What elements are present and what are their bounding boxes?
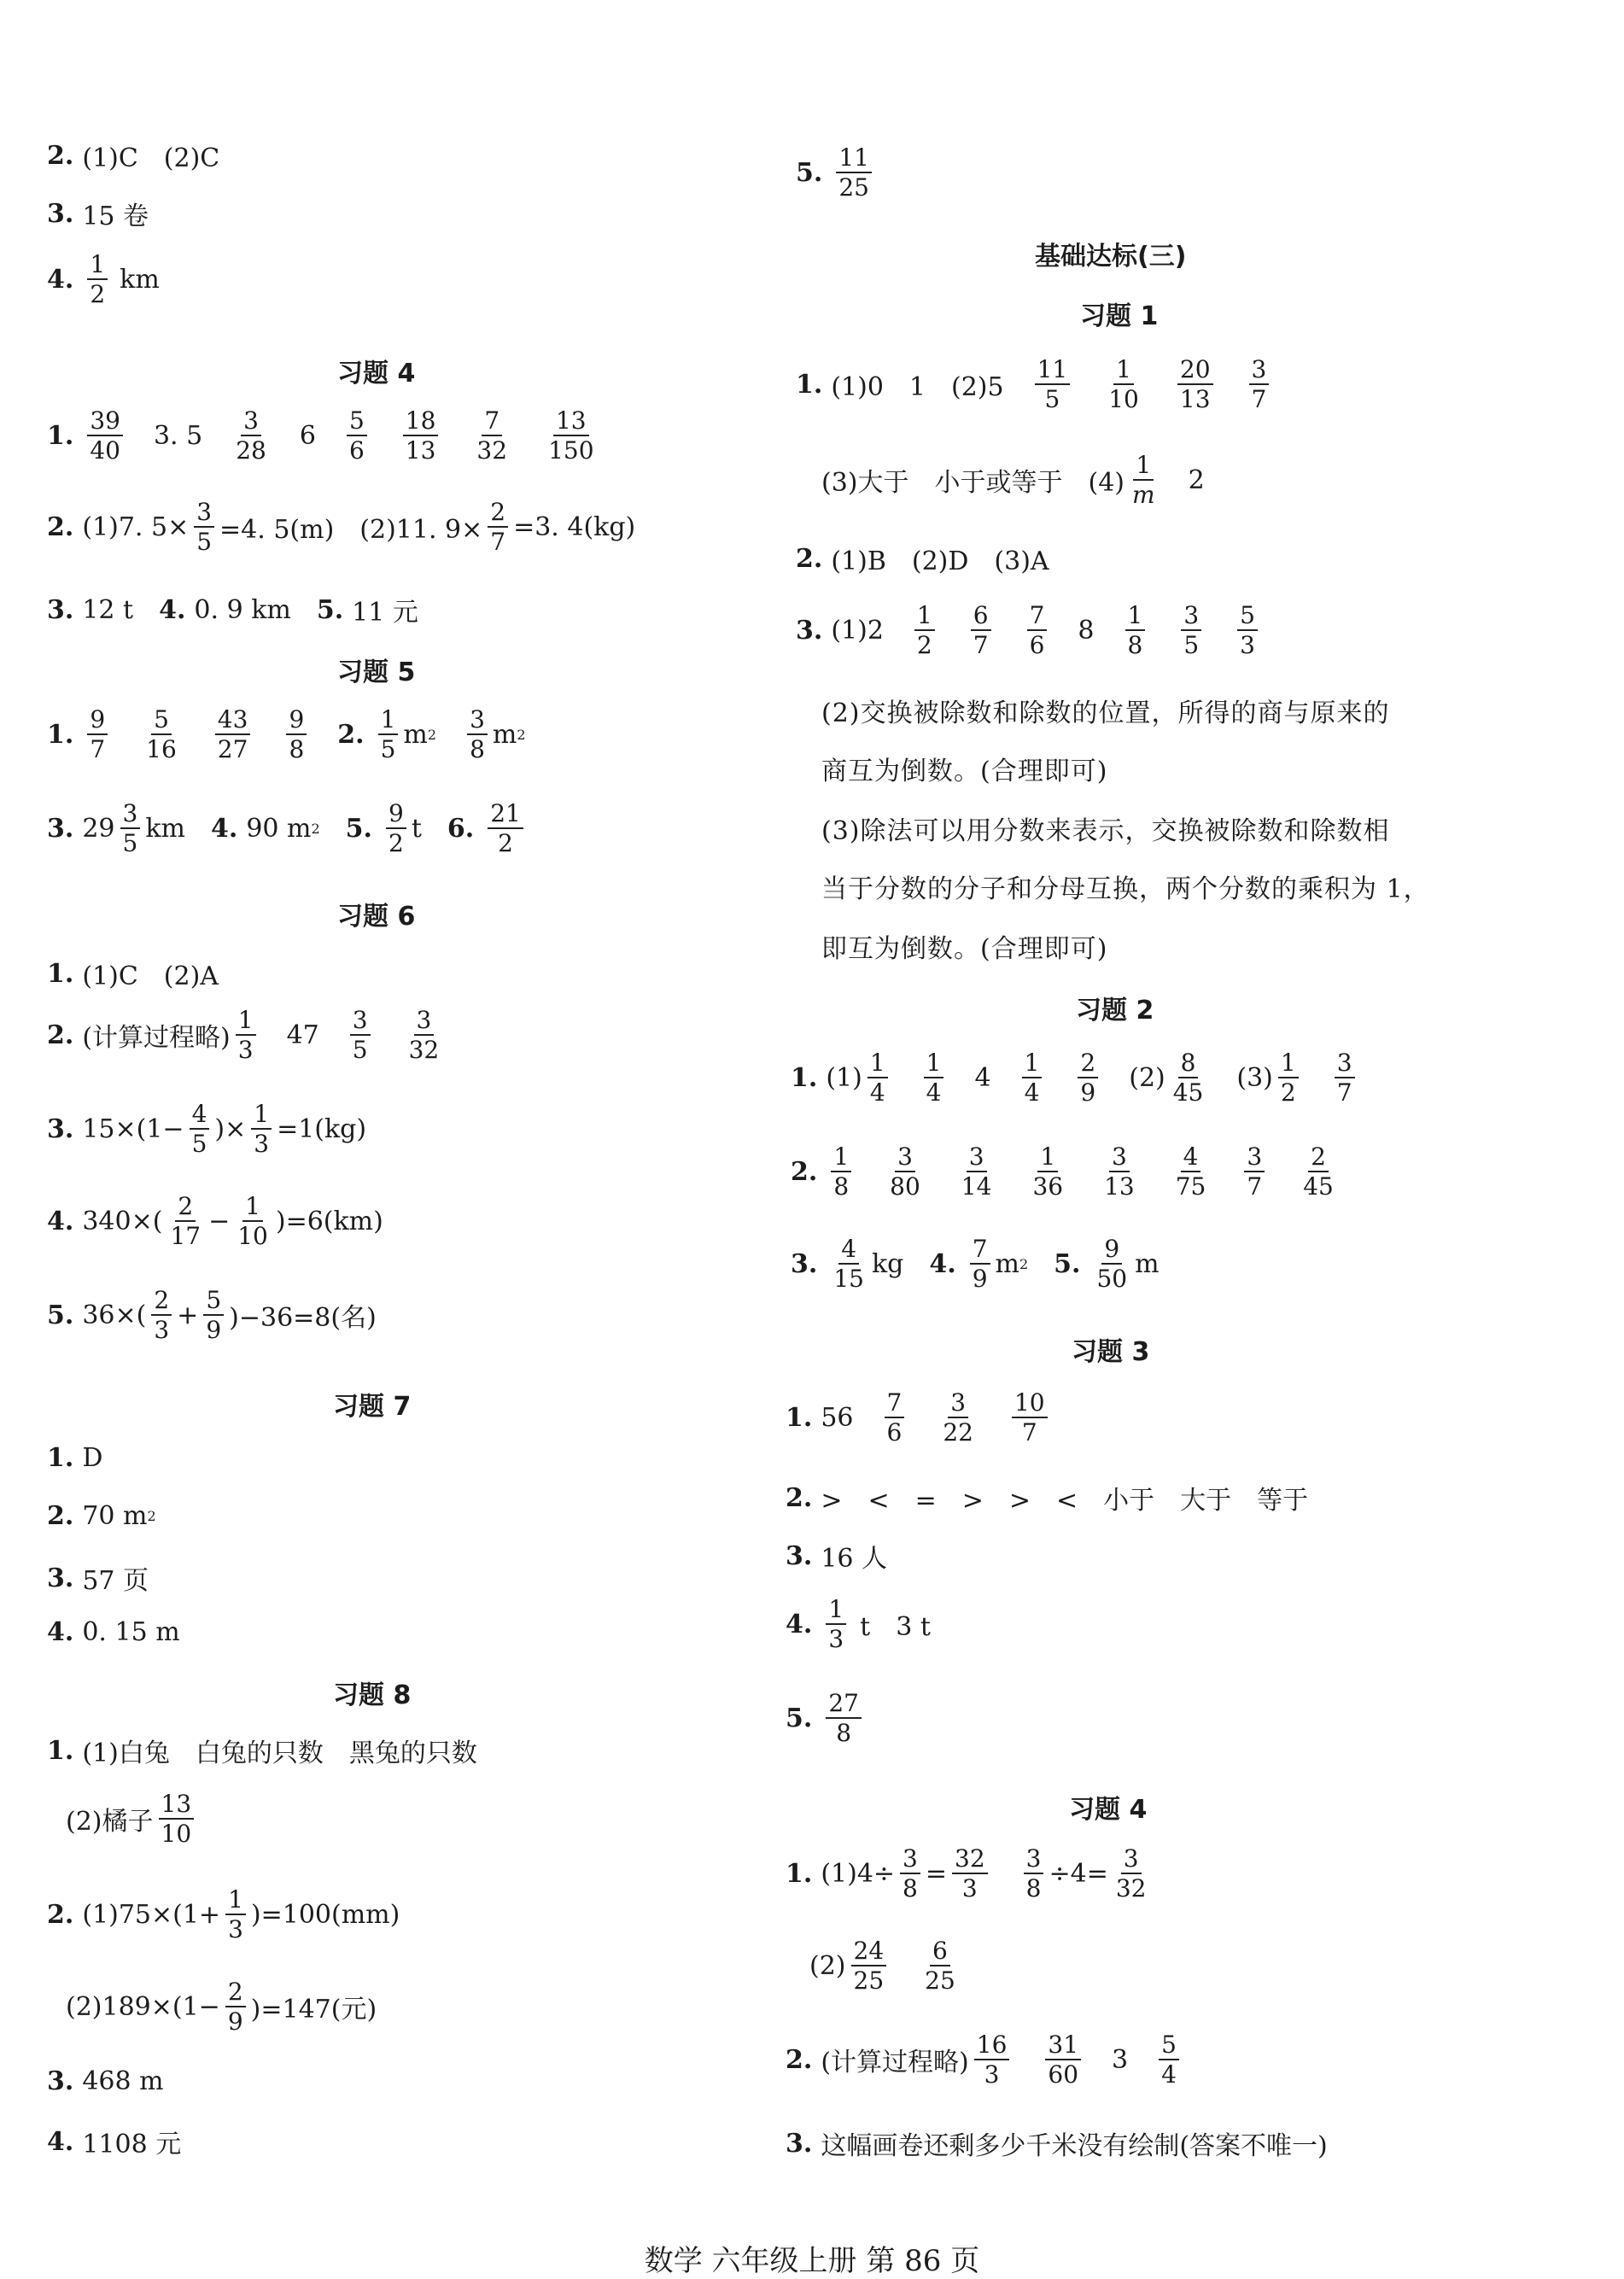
answer-line: 2. > < = > > < 小于 大于 等于 xyxy=(786,1482,1309,1516)
section-heading: 习题 2 xyxy=(1076,996,1154,1026)
answer-line: (2)橘子 $\frac{13}{10}$ xyxy=(66,1791,199,1847)
fraction: $\frac{3}{8}$ xyxy=(1024,1846,1044,1902)
fraction: $\frac{1}{36}$ xyxy=(1032,1142,1064,1201)
fraction: $\frac{3}{14}$ xyxy=(961,1142,992,1201)
fraction: $\frac{5}{6}$ xyxy=(347,408,367,464)
fraction: $\frac{7}{6}$ xyxy=(885,1390,905,1446)
fraction: $\frac{8}{45}$ xyxy=(1172,1049,1204,1107)
fraction: $\frac{6}{25}$ xyxy=(925,1937,955,1996)
answer-line: 1. (1) $\frac{1}{4}$ $\frac{1}{4}$ 4 $\frac{1}{4}$ $\frac{2}{9}$ (2) $\frac{8}{45}$ (3) $\frac{1}{2}$ $\frac{3}{7}$ xyxy=(791,1050,1360,1106)
fraction: $\frac{2}{17}$ xyxy=(170,1192,202,1251)
fraction: $\frac{5}{16}$ xyxy=(146,705,177,764)
fraction: $\frac{3}{7}$ xyxy=(1244,1144,1265,1200)
fraction: $\frac{20}{13}$ xyxy=(1177,357,1213,412)
fraction: $\frac{1}{3}$ xyxy=(225,1887,246,1943)
fraction: $\frac{24}{25}$ xyxy=(851,1938,887,1994)
answer-line: 1. $\frac{9}{7}$ $\frac{5}{16}$ $\frac{43}{27}$ $\frac{9}{8}$ 2. $\frac{1}{5}$ m 2 $\frac{3}{8}$ m 2 xyxy=(47,705,526,764)
fraction: $\frac{7}{6}$ xyxy=(1027,603,1048,658)
fraction: $\frac{3}{80}$ xyxy=(890,1142,920,1201)
answer-line: 3. 15×(1− $\frac{4}{5}$ )× $\frac{1}{3}$ =1(kg) xyxy=(47,1100,367,1159)
answer-line: 2. (计算过程略) $\frac{16}{3}$ $\frac{31}{60}$ 3 $\frac{5}{4}$ xyxy=(786,2032,1184,2088)
fraction: $\frac{3}{8}$ xyxy=(467,707,488,763)
fraction: $\frac{27}{8}$ xyxy=(826,1691,862,1746)
fraction: $\frac{13}{150}$ xyxy=(548,406,594,465)
fraction: $\frac{9}{50}$ xyxy=(1096,1235,1128,1294)
fraction: $\frac{3}{5}$ xyxy=(1181,603,1201,658)
answer-line: 4. $\frac{1}{3}$ t 3 t xyxy=(786,1595,931,1654)
answer-line: 3. 57 页 xyxy=(47,1563,149,1596)
section-heading: 习题 5 xyxy=(337,657,416,687)
fraction: $\frac{32}{3}$ xyxy=(952,1846,988,1902)
section-title: 基础达标(三) xyxy=(1035,242,1187,272)
fraction: $\frac{9}{7}$ xyxy=(87,707,108,763)
answer-text: (3)除法可以用分数来表示，交换被除数和除数相 xyxy=(821,816,1390,846)
fraction: $\frac{31}{60}$ xyxy=(1045,2032,1081,2088)
answer-line: 1. (1)白兔 白兔的只数 黑兔的只数 xyxy=(47,1735,477,1768)
answer-line: 3. 29 $\frac{3}{5}$ km 4. 90 m 2 5. $\frac{9}{2}$ t 6. $\frac{21}{2}$ xyxy=(47,801,529,856)
answer-line: 3. 468 m xyxy=(47,2066,164,2096)
fraction: $\frac{2}{9}$ xyxy=(1078,1050,1098,1106)
fraction: $\frac{7}{32}$ xyxy=(476,406,508,465)
fraction: $\frac{43}{27}$ xyxy=(215,707,251,763)
answer-line: 1. $\frac{39}{40}$ 3. 5 $\frac{3}{28}$ 6 $\frac{5}{6}$ $\frac{18}{13}$ $\frac{7}{32}$ $\frac{13}{150}$ xyxy=(47,408,602,464)
answer-line: 3. 15 卷 xyxy=(47,198,149,231)
fraction: $\frac{3}{22}$ xyxy=(943,1388,973,1447)
section-heading: 习题 4 xyxy=(337,359,416,389)
answer-line: 2. (计算过程略) $\frac{1}{3}$ 47 $\frac{3}{5}$ $\frac{3}{32}$ xyxy=(47,1008,447,1063)
fraction: $\frac{1}{3}$ xyxy=(251,1102,272,1157)
fraction: $\frac{1}{3}$ xyxy=(236,1008,256,1063)
fraction: $\frac{5}{3}$ xyxy=(1237,603,1258,658)
answer-line: 4. 340×( $\frac{2}{17}$ − $\frac{1}{10}$ )=6(km) xyxy=(47,1192,383,1251)
section-heading: 习题 8 xyxy=(333,1680,412,1710)
fraction: $\frac{3}{13}$ xyxy=(1104,1142,1135,1201)
answer-text: 即互为倒数。(合理即可) xyxy=(821,934,1108,964)
fraction: $\frac{1}{4}$ xyxy=(1022,1050,1043,1106)
fraction: $\frac{4}{75}$ xyxy=(1175,1142,1206,1201)
answer-line: 4. 0. 15 m xyxy=(47,1617,180,1647)
fraction: $\frac{2}{3}$ xyxy=(151,1288,172,1343)
fraction: $\frac{1}{4}$ xyxy=(867,1050,888,1106)
answer-line: 1. 56 $\frac{7}{6}$ $\frac{3}{22}$ $\frac{10}{7}$ xyxy=(786,1390,1053,1446)
fraction: $\frac{2}{7}$ xyxy=(488,500,508,555)
answer-line: 1. D xyxy=(47,1443,103,1473)
section-heading: 习题 4 xyxy=(1069,1795,1148,1825)
fraction: $\frac{16}{3}$ xyxy=(974,2032,1010,2088)
fraction: $\frac{13}{10}$ xyxy=(159,1791,195,1847)
fraction: $\frac{5}{4}$ xyxy=(1159,2032,1179,2088)
fraction: $\frac{1}{2}$ xyxy=(1278,1050,1299,1106)
answer-line: 5. 36×( $\frac{2}{3}$ + $\frac{5}{9}$ )−36=8(名) xyxy=(47,1286,377,1345)
answer-text: (2)交换被除数和除数的位置，所得的商与原来的 xyxy=(821,698,1390,728)
fraction: $\frac{1}{2}$ xyxy=(914,603,935,658)
fraction: $\frac{3}{7}$ xyxy=(1335,1050,1355,1106)
answer-line: 1. (1)4÷ $\frac{3}{8}$ = $\frac{32}{3}$ $\frac{3}{8}$ ÷4= $\frac{3}{32}$ xyxy=(786,1846,1154,1902)
answer-line: 2. (1)75×(1+ $\frac{1}{3}$ )=100(mm) xyxy=(47,1885,400,1944)
fraction: $\frac{11}{25}$ xyxy=(836,145,872,201)
answer-text: 当于分数的分子和分母互换，两个分数的乘积为 1， xyxy=(821,874,1430,904)
fraction: $\frac{3}{5}$ xyxy=(194,500,214,555)
answer-line: 2. $\frac{1}{8}$ $\frac{3}{80}$ $\frac{3}{14}$ $\frac{1}{36}$ $\frac{3}{13}$ $\frac{4}{75}$ $\frac{3}{7}$ $\frac{2}{45}$ xyxy=(791,1144,1341,1200)
answer-line: 1. (1)C (2)A xyxy=(47,958,219,991)
answer-line: 2. (1)7. 5× $\frac{3}{5}$ =4. 5(m) (2)11. 9× $\frac{2}{7}$ =3. 4(kg) xyxy=(47,498,636,557)
fraction: $\frac{3}{5}$ xyxy=(120,801,141,856)
fraction: $\frac{1}{10}$ xyxy=(1108,355,1139,414)
answer-line: 1. (1)0 1 (2)5 $\frac{11}{5}$ $\frac{1}{10}$ $\frac{20}{13}$ $\frac{3}{7}$ xyxy=(796,357,1274,412)
section-heading: 习题 7 xyxy=(333,1392,412,1422)
fraction: $\frac{1}{8}$ xyxy=(831,1144,851,1200)
fraction: $\frac{3}{32}$ xyxy=(408,1006,440,1065)
fraction: $\frac{3}{28}$ xyxy=(236,406,266,465)
fraction: $\frac{3}{32}$ xyxy=(1115,1844,1147,1903)
fraction: $\frac{5}{9}$ xyxy=(203,1288,224,1343)
section-heading: 习题 1 xyxy=(1080,301,1159,331)
fraction: $\frac{9}{2}$ xyxy=(386,801,406,856)
fraction: $\frac{1}{3}$ xyxy=(826,1597,846,1652)
answer-line: 2. 70 m 2 xyxy=(47,1501,156,1531)
section-heading: 习题 6 xyxy=(337,902,416,932)
answer-line: 2. (1)B (2)D (3)A xyxy=(796,543,1049,576)
answer-line: 3. 这幅画卷还剩多少千米没有绘制(答案不唯一) xyxy=(786,2128,1328,2161)
fraction: $\frac{3}{8}$ xyxy=(900,1846,920,1902)
fraction: $\frac{3}{7}$ xyxy=(1249,357,1270,412)
answer-line: 3. (1)2 $\frac{1}{2}$ $\frac{6}{7}$ $\frac{7}{6}$ 8 $\frac{1}{8}$ $\frac{3}{5}$ $\frac{5}{3}$ xyxy=(796,603,1263,658)
answer-line: 3. 16 人 xyxy=(786,1540,888,1574)
fraction: $\frac{10}{7}$ xyxy=(1012,1390,1048,1446)
section-heading: 习题 3 xyxy=(1072,1337,1150,1367)
fraction: $\frac{21}{2}$ xyxy=(488,801,523,856)
answer-line: 2. (1)C (2)C xyxy=(47,140,220,173)
answer-line: 4. $\frac{1}{2}$ km xyxy=(47,250,160,309)
fraction: $\frac{1}{m}$ xyxy=(1132,451,1155,510)
answer-line: 4. 1108 元 xyxy=(47,2126,182,2159)
answer-line: 5. $\frac{27}{8}$ xyxy=(786,1691,867,1746)
answer-line: 3. 12 t 4. 0. 9 km 5. 11 元 xyxy=(47,594,418,628)
fraction: $\frac{2}{9}$ xyxy=(225,1979,246,2035)
page-footer: 数学 六年级上册 第 86 页 xyxy=(644,2244,980,2278)
answer-line: 5. $\frac{11}{25}$ xyxy=(796,145,877,201)
fraction: $\frac{11}{5}$ xyxy=(1035,357,1071,412)
fraction: $\frac{6}{7}$ xyxy=(971,603,991,658)
fraction: $\frac{18}{13}$ xyxy=(403,408,439,464)
fraction: $\frac{2}{45}$ xyxy=(1303,1142,1334,1201)
fraction: $\frac{3}{5}$ xyxy=(350,1008,371,1063)
answer-line: (2) $\frac{24}{25}$ $\frac{6}{25}$ xyxy=(809,1938,963,1994)
fraction: $\frac{4}{5}$ xyxy=(190,1102,210,1157)
answer-line: (2)189×(1− $\frac{2}{9}$ )=147(元) xyxy=(66,1978,377,2036)
fraction: $\frac{1}{8}$ xyxy=(1125,603,1146,658)
answer-line: (3)大于 小于或等于 (4) $\frac{1}{m}$ 2 xyxy=(821,451,1205,510)
answer-line: 3. $\frac{4}{15}$ kg 4. $\frac{7}{9}$ m 2 5. $\frac{9}{50}$ m xyxy=(791,1235,1160,1294)
answer-text: 商互为倒数。(合理即可) xyxy=(821,757,1108,786)
fraction: $\frac{1}{2}$ xyxy=(87,252,108,307)
fraction: $\frac{7}{9}$ xyxy=(970,1236,990,1292)
fraction: $\frac{9}{8}$ xyxy=(286,707,307,763)
fraction: $\frac{39}{40}$ xyxy=(87,408,123,464)
fraction: $\frac{1}{10}$ xyxy=(237,1192,268,1251)
fraction: $\frac{1}{5}$ xyxy=(378,707,399,763)
fraction: $\frac{4}{15}$ xyxy=(833,1235,864,1294)
fraction: $\frac{1}{4}$ xyxy=(924,1050,944,1106)
